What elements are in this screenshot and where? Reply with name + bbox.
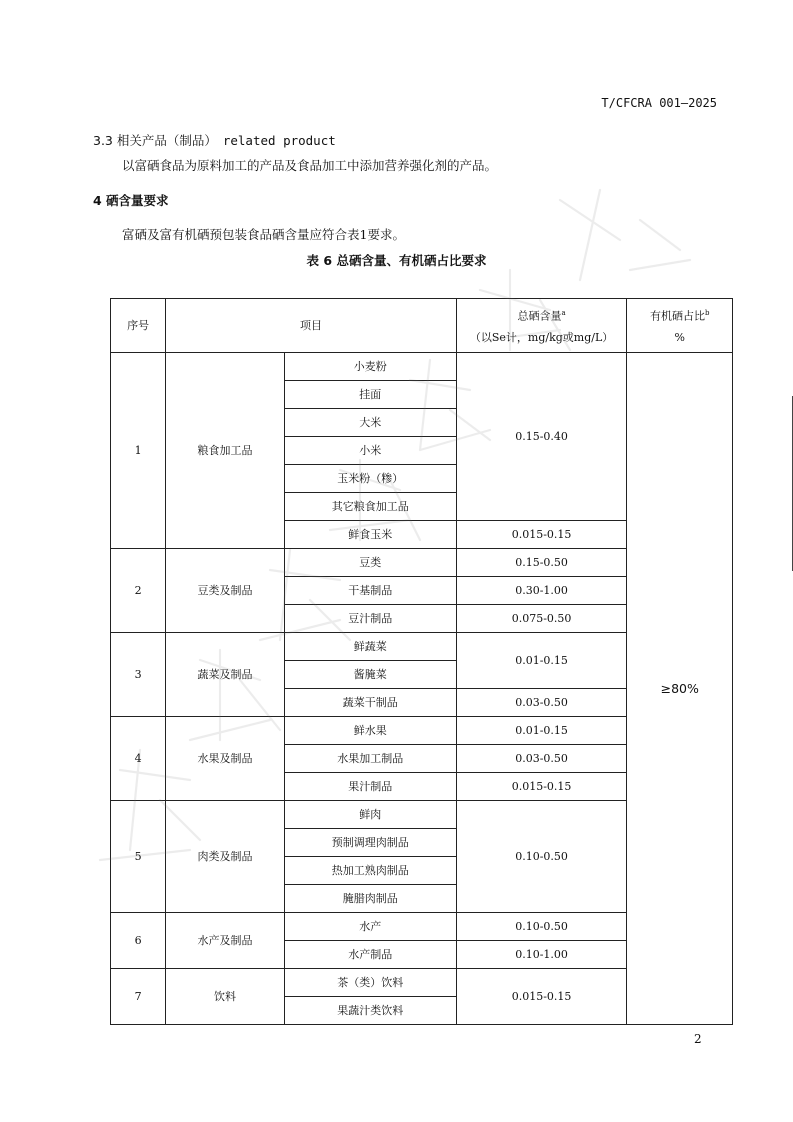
row-total-selenium: 0.10-1.00 bbox=[456, 941, 627, 969]
row-item: 预制调理肉制品 bbox=[284, 829, 456, 857]
row-category: 粮食加工品 bbox=[166, 353, 285, 549]
row-seq: 5 bbox=[111, 801, 166, 913]
standard-code: T/CFCRA 001—2025 bbox=[601, 96, 717, 110]
row-total-selenium: 0.15-0.50 bbox=[456, 549, 627, 577]
row-item: 干基制品 bbox=[284, 577, 456, 605]
row-item: 鲜食玉米 bbox=[284, 521, 456, 549]
header-ratio-line1: 有机硒占比 bbox=[649, 309, 705, 323]
row-total-selenium: 0.03-0.50 bbox=[456, 745, 627, 773]
selenium-requirements-table bbox=[110, 298, 733, 1025]
row-total-selenium: 0.30-1.00 bbox=[456, 577, 627, 605]
header-total-line1: 总硒含量 bbox=[517, 309, 562, 323]
row-total-selenium: 0.015-0.15 bbox=[456, 969, 627, 1025]
table-header-row bbox=[111, 299, 733, 353]
row-item: 蔬菜干制品 bbox=[284, 689, 456, 717]
header-ratio-sup: b bbox=[704, 308, 710, 317]
row-category: 肉类及制品 bbox=[166, 801, 285, 913]
row-total-selenium: 0.015-0.15 bbox=[456, 521, 627, 549]
row-item: 豆汁制品 bbox=[284, 605, 456, 633]
row-item: 酱腌菜 bbox=[284, 661, 456, 689]
row-item: 豆类 bbox=[284, 549, 456, 577]
row-item: 玉米粉（糁） bbox=[284, 465, 456, 493]
row-item: 水果加工制品 bbox=[284, 745, 456, 773]
header-total-sup: a bbox=[561, 308, 566, 317]
row-organic-ratio: ≥80% bbox=[627, 353, 733, 1025]
row-total-selenium: 0.15-0.40 bbox=[456, 353, 627, 521]
row-item: 水产制品 bbox=[284, 941, 456, 969]
page-number: 2 bbox=[694, 1032, 702, 1046]
row-item: 果蔬汁类饮料 bbox=[284, 997, 456, 1025]
row-seq: 2 bbox=[111, 549, 166, 633]
row-category: 水果及制品 bbox=[166, 717, 285, 801]
section-3-3-heading bbox=[93, 131, 336, 149]
row-item: 小麦粉 bbox=[284, 353, 456, 381]
header-total-line2: （以Se计，mg/kg或mg/L） bbox=[469, 331, 614, 345]
row-seq: 1 bbox=[111, 353, 166, 549]
row-item: 腌腊肉制品 bbox=[284, 885, 456, 913]
row-seq: 3 bbox=[111, 633, 166, 717]
row-item: 其它粮食加工品 bbox=[284, 493, 456, 521]
section-4-heading: 4 硒含量要求 bbox=[93, 193, 169, 208]
row-category: 蔬菜及制品 bbox=[166, 633, 285, 717]
row-item: 水产 bbox=[284, 913, 456, 941]
row-total-selenium: 0.10-0.50 bbox=[456, 913, 627, 941]
row-total-selenium: 0.01-0.15 bbox=[456, 717, 627, 745]
row-category: 豆类及制品 bbox=[166, 549, 285, 633]
section-3-3-body: 以富硒食品为原料加工的产品及食品加工中添加营养强化剂的产品。 bbox=[122, 158, 498, 173]
row-item: 茶（类）饮料 bbox=[284, 969, 456, 997]
header-item: 项目 bbox=[166, 299, 456, 353]
row-total-selenium: 0.10-0.50 bbox=[456, 801, 627, 913]
row-item: 小米 bbox=[284, 437, 456, 465]
row-seq: 4 bbox=[111, 717, 166, 801]
header-seq: 序号 bbox=[111, 299, 166, 353]
row-item: 挂面 bbox=[284, 381, 456, 409]
table-row bbox=[111, 353, 733, 381]
row-item: 果汁制品 bbox=[284, 773, 456, 801]
row-item: 鲜肉 bbox=[284, 801, 456, 829]
row-total-selenium: 0.03-0.50 bbox=[456, 689, 627, 717]
header-organic-ratio bbox=[627, 299, 733, 353]
row-item: 大米 bbox=[284, 409, 456, 437]
row-item: 鲜蔬菜 bbox=[284, 633, 456, 661]
header-total-selenium bbox=[456, 299, 627, 353]
section-3-3-heading-cn: 3.3 相关产品（制品） bbox=[93, 133, 217, 148]
row-total-selenium: 0.075-0.50 bbox=[456, 605, 627, 633]
section-4-body: 富硒及富有机硒预包装食品硒含量应符合表1要求。 bbox=[122, 227, 405, 242]
row-category: 饮料 bbox=[166, 969, 285, 1025]
table-title: 表 6 总硒含量、有机硒占比要求 bbox=[306, 253, 487, 268]
row-seq: 7 bbox=[111, 969, 166, 1025]
row-item: 鲜水果 bbox=[284, 717, 456, 745]
row-item: 热加工熟肉制品 bbox=[284, 857, 456, 885]
section-3-3-heading-en: related product bbox=[222, 133, 336, 148]
row-seq: 6 bbox=[111, 913, 166, 969]
row-category: 水产及制品 bbox=[166, 913, 285, 969]
header-ratio-line2: % bbox=[674, 331, 685, 345]
row-total-selenium: 0.01-0.15 bbox=[456, 633, 627, 689]
row-total-selenium: 0.015-0.15 bbox=[456, 773, 627, 801]
